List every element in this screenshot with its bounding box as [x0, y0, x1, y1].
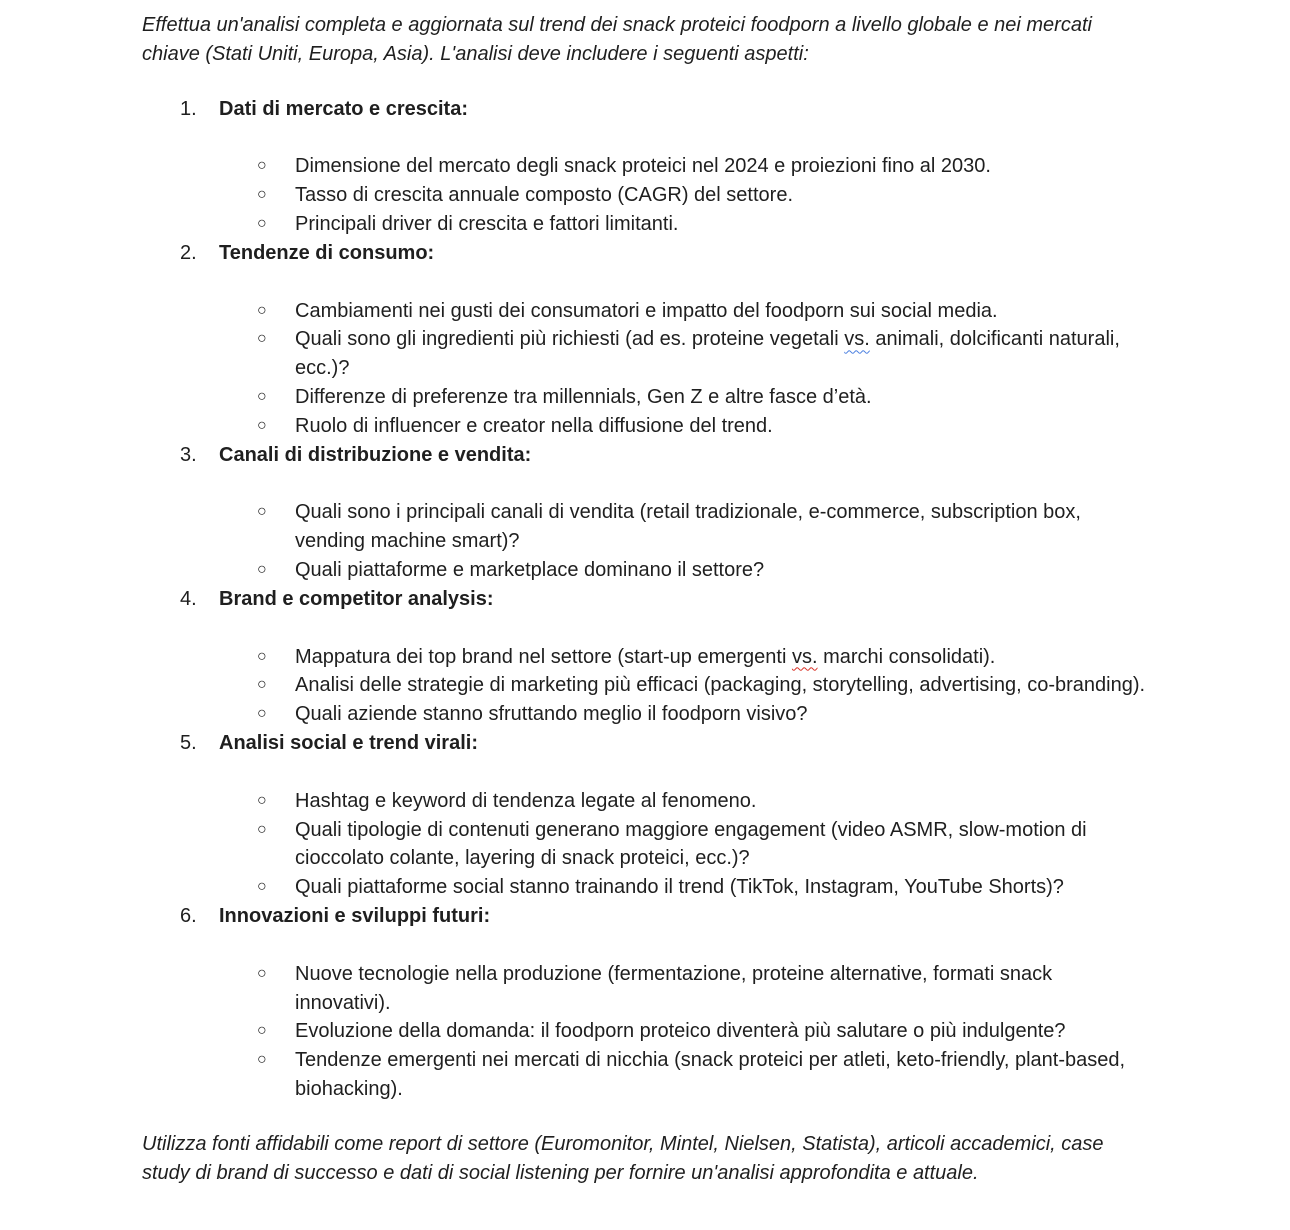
- bullet-circle-icon: ○: [257, 705, 267, 723]
- section-bullets: [142, 498, 1147, 584]
- bullet-text: Quali sono i principali canali di vendita (retail tradizionale, e-commerce, subscription box, vending machine smart)?: [295, 501, 1081, 553]
- bullet-text: Nuove tecnologie nella produzione (fermentazione, proteine alternative, formati snack innovativi).: [295, 962, 1053, 1014]
- requirements-list: [142, 95, 1147, 1104]
- bullet-item: [219, 325, 1147, 383]
- section-number: 5.: [180, 731, 197, 754]
- bullet-circle-icon: ○: [257, 820, 267, 838]
- bullet-item: [219, 816, 1147, 874]
- bullet-item: [219, 1017, 1147, 1046]
- bullet-text-continued: animali, dolcificanti naturali, ecc.)?: [295, 328, 1120, 380]
- section-bullets: [142, 960, 1147, 1104]
- bullet-item: [219, 556, 1147, 585]
- bullet-circle-icon: ○: [257, 301, 267, 319]
- bullet-circle-icon: ○: [257, 1051, 267, 1069]
- section-bullets: [142, 787, 1147, 902]
- bullet-item: [219, 181, 1147, 210]
- section-number: 2.: [180, 241, 197, 264]
- bullet-text: Quali piattaforme social stanno trainando il trend (TikTok, Instagram, YouTube Shorts)?: [295, 876, 1064, 899]
- bullet-text: Quali sono gli ingredienti più richiesti (ad es. proteine vegetali: [295, 328, 845, 351]
- bullet-circle-icon: ○: [257, 676, 267, 694]
- bullet-text: Mappatura dei top brand nel settore (start-up emergenti: [295, 645, 792, 668]
- bullet-item: [219, 498, 1147, 556]
- section-item: [142, 585, 1147, 729]
- section-bullets: [142, 643, 1147, 729]
- bullet-item: [219, 960, 1147, 1018]
- bullet-item: [219, 210, 1147, 239]
- bullet-item: [219, 1046, 1147, 1104]
- bullet-circle-icon: ○: [257, 878, 267, 896]
- bullet-text: Tasso di crescita annuale composto (CAGR) del settore.: [295, 184, 793, 207]
- section-item: [142, 729, 1147, 902]
- bullet-text: Differenze di preferenze tra millennials, Gen Z e altre fasce d’età.: [295, 385, 872, 408]
- section-number: 3.: [180, 443, 197, 466]
- section-number: 1.: [180, 97, 197, 120]
- bullet-circle-icon: ○: [257, 791, 267, 809]
- bullet-circle-icon: ○: [257, 1022, 267, 1040]
- section-number: 6.: [180, 904, 197, 927]
- bullet-item: [219, 643, 1147, 672]
- bullet-circle-icon: ○: [257, 647, 267, 665]
- spellcheck-flagged-word[interactable]: vs.: [791, 645, 818, 668]
- intro-paragraph: Effettua un'analisi completa e aggiornata sul trend dei snack proteici foodporn a livello globale e nei mercati chiave (Stati Uniti, Europa, Asia). L'analisi deve includere i seguenti aspetti:: [142, 14, 1092, 65]
- outro-paragraph: Utilizza fonti affidabili come report di settore (Euromonitor, Mintel, Nielsen, Statista), articoli accademici, case study di brand di successo e dati di social listening per fornire un'analisi approfondita e attuale.: [142, 1132, 1104, 1184]
- bullet-circle-icon: ○: [257, 186, 267, 204]
- bullet-circle-icon: ○: [257, 157, 267, 175]
- section-bullets: [142, 297, 1147, 441]
- bullet-circle-icon: ○: [257, 416, 267, 434]
- bullet-item: [219, 787, 1147, 816]
- bullet-circle-icon: ○: [257, 560, 267, 578]
- section-bullets: [142, 152, 1147, 238]
- bullet-item: [219, 412, 1147, 441]
- bullet-text: Dimensione del mercato degli snack proteici nel 2024 e proiezioni fino al 2030.: [295, 155, 991, 178]
- section-number: 4.: [180, 587, 197, 610]
- bullet-item: [219, 671, 1147, 700]
- bullet-text: Quali aziende stanno sfruttando meglio il foodporn visivo?: [295, 703, 808, 726]
- bullet-text: Analisi delle strategie di marketing più efficaci (packaging, storytelling, advertising, co-branding).: [295, 674, 1146, 697]
- spellcheck-flagged-word[interactable]: vs.: [844, 328, 870, 351]
- bullet-circle-icon: ○: [257, 387, 267, 405]
- bullet-item: [219, 383, 1147, 412]
- section-item: [142, 441, 1147, 585]
- bullet-circle-icon: ○: [257, 214, 267, 232]
- section-title: Analisi social e trend virali:: [219, 731, 478, 754]
- section-title: Brand e competitor analysis:: [219, 587, 494, 610]
- bullet-text: Quali tipologie di contenuti generano maggiore engagement (video ASMR, slow-motion di cioccolato colante, layering di snack proteici, ecc.)?: [295, 818, 1087, 870]
- section-title: Innovazioni e sviluppi futuri:: [219, 904, 491, 927]
- bullet-item: [219, 700, 1147, 729]
- document-body: [142, 11, 1147, 1187]
- bullet-circle-icon: ○: [257, 330, 267, 348]
- bullet-text: Ruolo di influencer e creator nella diffusione del trend.: [295, 414, 773, 437]
- section-title: Canali di distribuzione e vendita:: [219, 443, 532, 466]
- bullet-text-continued: marchi consolidati).: [817, 645, 996, 668]
- bullet-item: [219, 297, 1147, 326]
- bullet-circle-icon: ○: [257, 964, 267, 982]
- section-title: Dati di mercato e crescita:: [219, 97, 468, 120]
- bullet-circle-icon: ○: [257, 503, 267, 521]
- bullet-text: Quali piattaforme e marketplace dominano il settore?: [295, 558, 765, 581]
- bullet-text: Tendenze emergenti nei mercati di nicchia (snack proteici per atleti, keto-friendly, plant-based, biohacking).: [295, 1049, 1126, 1100]
- bullet-text: Cambiamenti nei gusti dei consumatori e impatto del foodporn sui social media.: [295, 299, 998, 322]
- section-title: Tendenze di consumo:: [219, 241, 435, 264]
- bullet-item: [219, 152, 1147, 181]
- section-item: [142, 239, 1147, 441]
- bullet-text: Principali driver di crescita e fattori limitanti.: [295, 212, 679, 235]
- section-item: [142, 902, 1147, 1104]
- section-item: [142, 95, 1147, 239]
- bullet-item: [219, 873, 1147, 902]
- bullet-text: Hashtag e keyword di tendenza legate al fenomeno.: [295, 789, 757, 812]
- bullet-text: Evoluzione della domanda: il foodporn proteico diventerà più salutare o più indulgente?: [295, 1020, 1066, 1043]
